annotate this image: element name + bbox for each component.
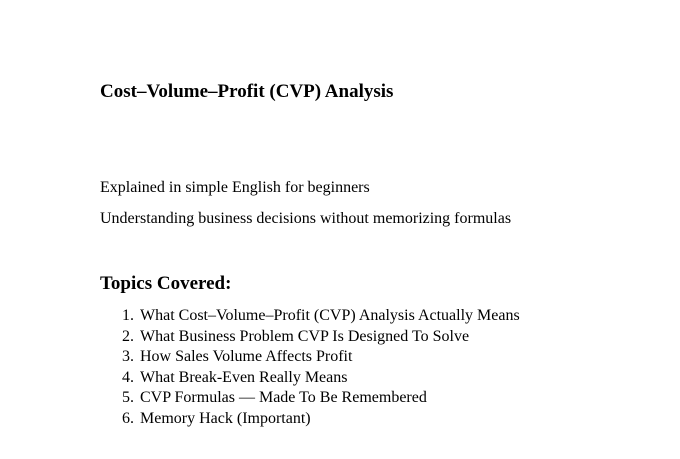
document-title: Cost–Volume–Profit (CVP) Analysis [100,81,394,102]
list-item-number: 1. [122,307,134,324]
list-item-text: CVP Formulas — Made To Be Remembered [140,389,427,407]
list-item-text: How Sales Volume Affects Profit [140,348,353,366]
list-item-text: Memory Hack (Important) [140,409,311,427]
list-item [100,368,520,389]
list-item-text: What Break-Even Really Means [140,368,348,386]
list-item-number: 6. [122,409,134,427]
list-item [100,409,520,430]
list-item [100,388,520,409]
topics-heading: Topics Covered: [100,273,232,294]
list-item-text: What Cost–Volume–Profit (CVP) Analysis Actually Means [140,307,520,324]
list-item-number: 5. [122,389,134,407]
list-item-number: 4. [122,368,134,386]
list-item-number: 2. [122,327,134,345]
list-item [100,327,520,348]
list-item [100,306,520,327]
subtitle-line-2: Understanding business decisions without memorizing formulas [100,210,512,227]
list-item [100,347,520,368]
list-item-number: 3. [122,348,134,366]
list-item-text: What Business Problem CVP Is Designed To Solve [140,327,470,345]
subtitle-line-1: Explained in simple English for beginners [100,179,370,196]
topics-list [100,306,520,430]
